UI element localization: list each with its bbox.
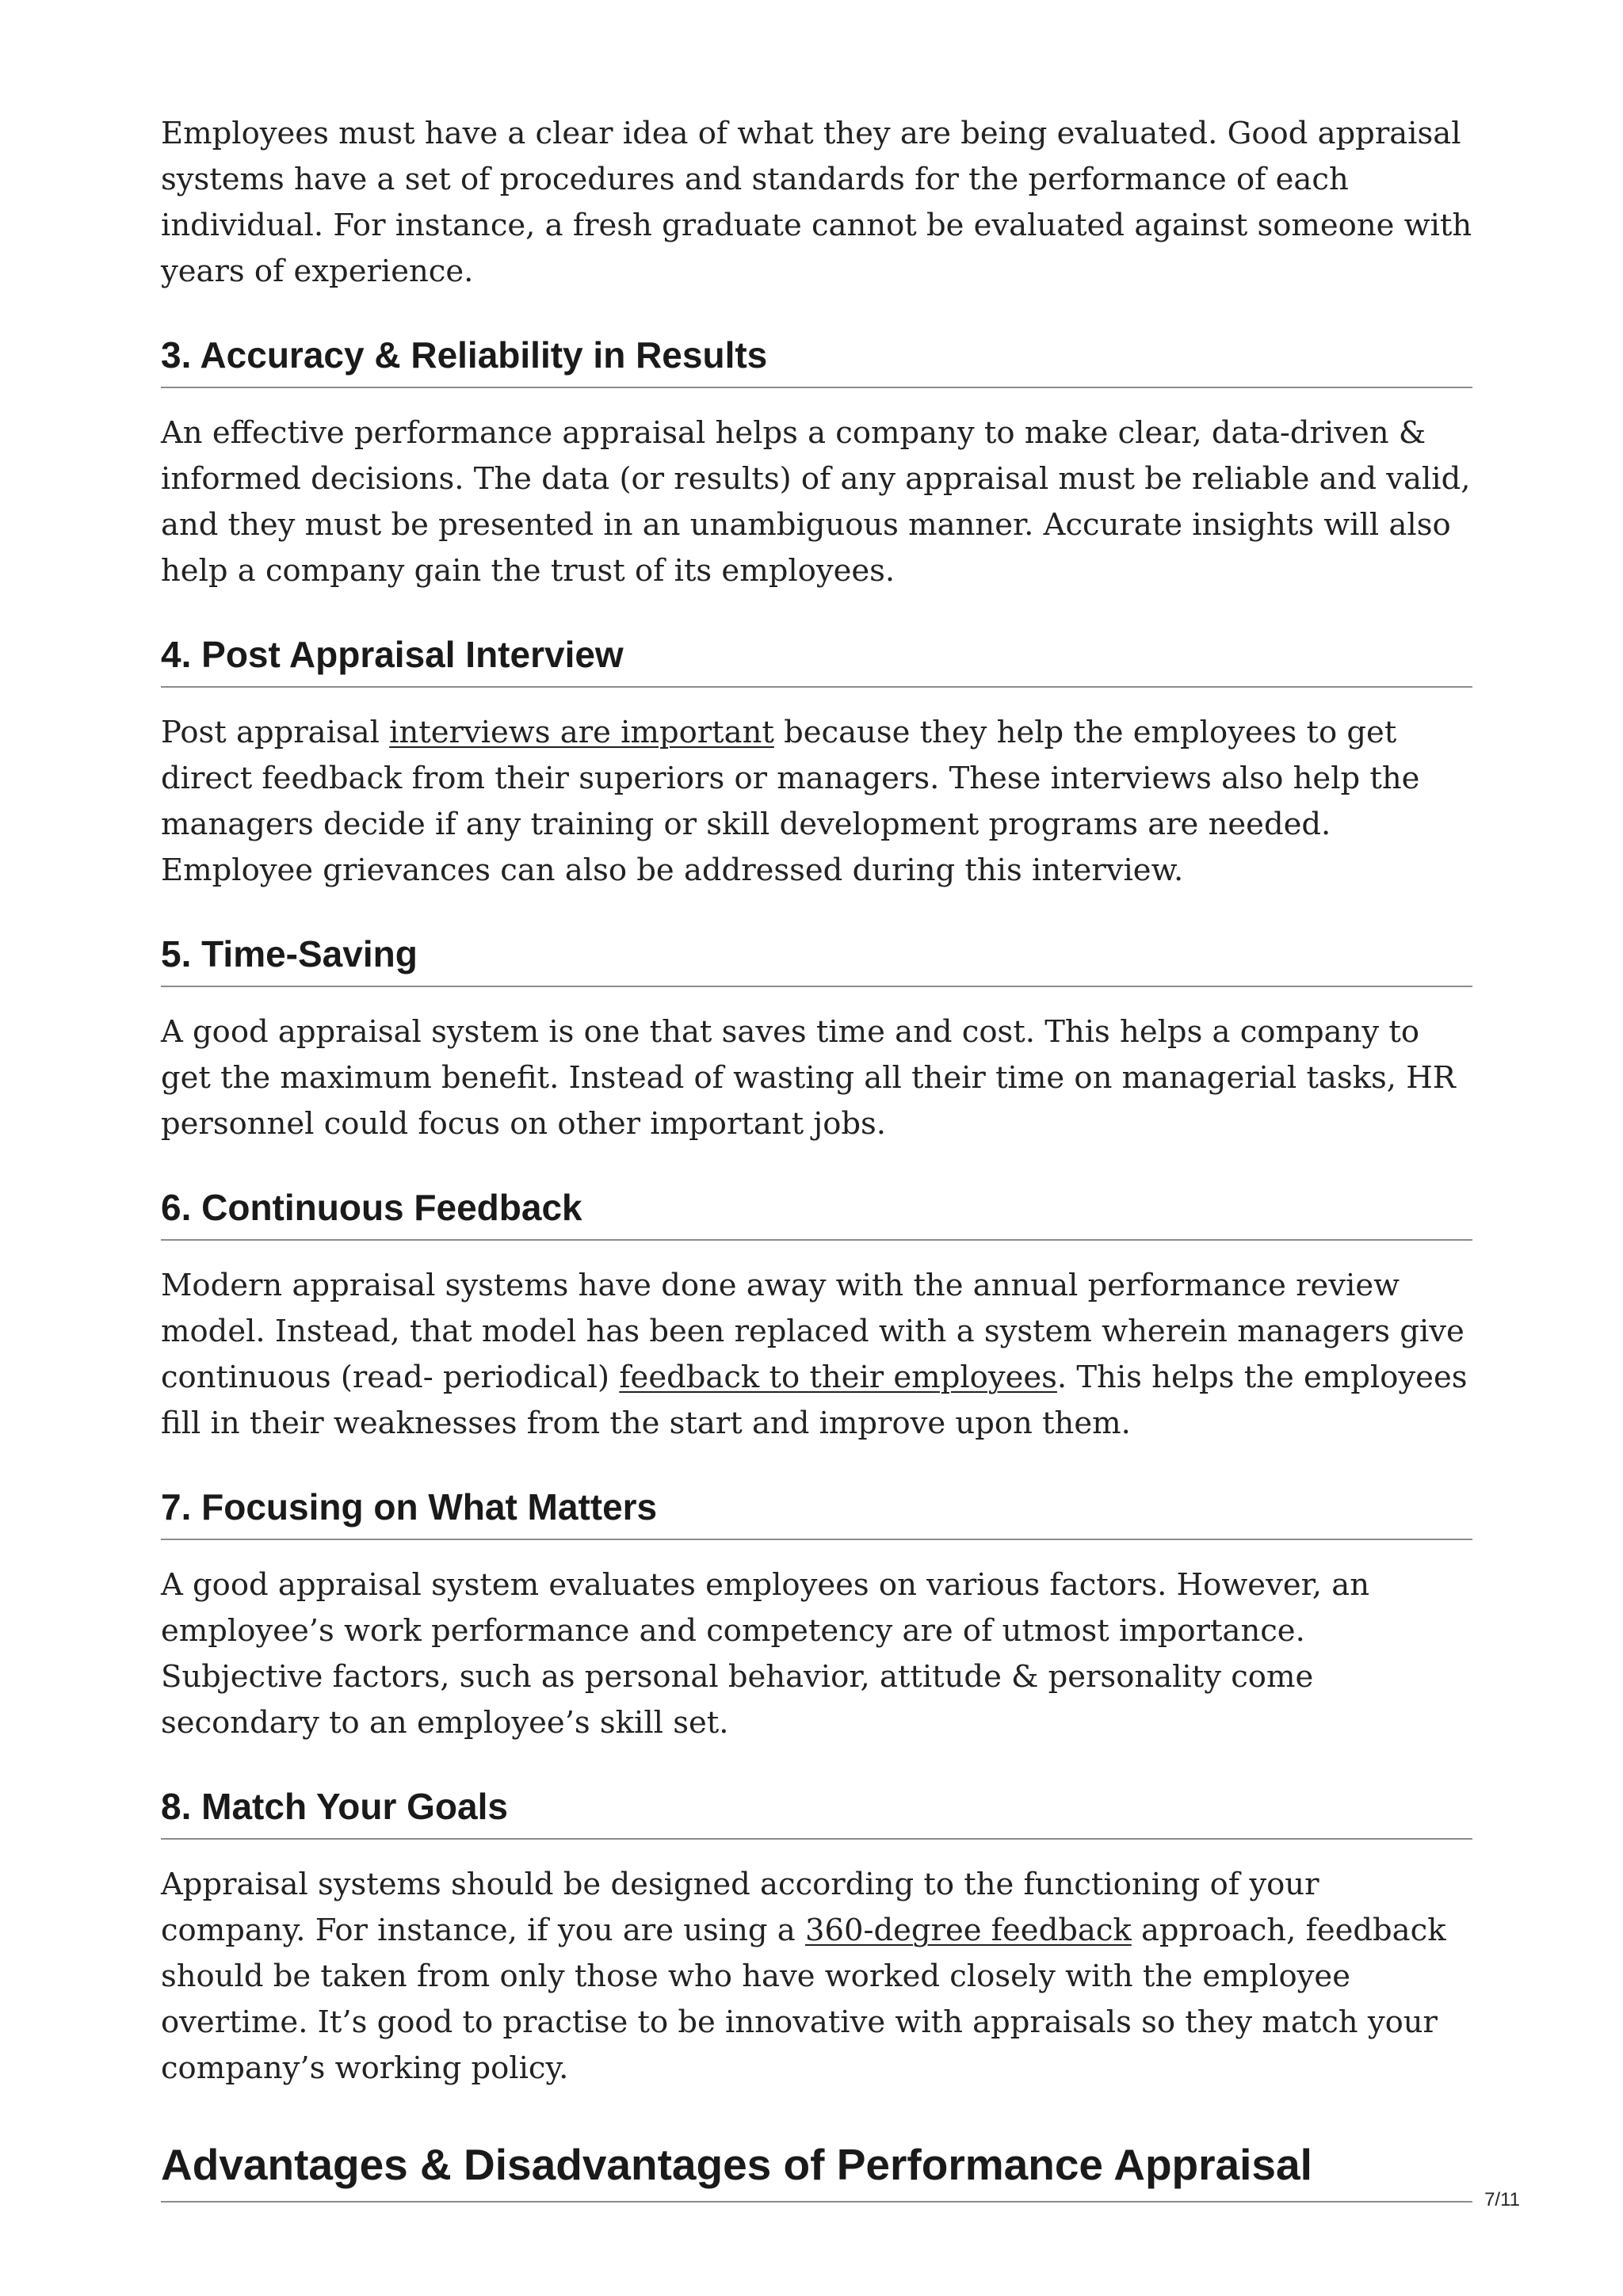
interviews-are-important-link[interactable]: interviews are important <box>389 715 774 750</box>
paragraph-text: . This helps the employees fill in their weaknesses from the start and improve upon them. <box>161 1360 1468 1441</box>
paragraph-text: Modern appraisal systems have done away with the annual performance review model. Instead, that model has been replaced with a system wherein managers give continuous (read- periodical) <box>161 1268 1465 1395</box>
paragraph-post-appraisal-interview <box>161 710 1472 894</box>
paragraph-text: because they help the employees to get direct feedback from their superiors or managers. These interviews also help the managers decide if any training or skill development programs are needed. Employee grievances can also be addressed during this interview. <box>161 715 1420 888</box>
heading-post-appraisal-interview: 4. Post Appraisal Interview <box>161 632 1472 688</box>
360-degree-feedback-link[interactable]: 360-degree feedback <box>804 1913 1132 1948</box>
heading-match-your-goals: 8. Match Your Goals <box>161 1784 1472 1840</box>
document-page <box>161 111 1472 2203</box>
heading-time-saving: 5. Time-Saving <box>161 932 1472 987</box>
paragraph-text: Appraisal systems should be designed according to the functioning of your company. For instance, if you are using a <box>161 1867 1319 1948</box>
heading-accuracy-reliability: 3. Accuracy & Reliability in Results <box>161 333 1472 388</box>
paragraph-match-your-goals <box>161 1862 1472 2092</box>
feedback-to-their-employees-link[interactable]: feedback to their employees <box>619 1360 1057 1395</box>
paragraph-accuracy-reliability: An effective performance appraisal helps a company to make clear, data-driven & informed decisions. The data (or results) of any appraisal must be reliable and valid, and they must be presented in an unambiguous manner. Accurate insights will also help a company gain the trust of its employees. <box>161 415 1471 589</box>
heading-continuous-feedback: 6. Continuous Feedback <box>161 1185 1472 1241</box>
page-number: 7/11 <box>1484 2189 1520 2210</box>
heading-focusing-on-what-matters: 7. Focusing on What Matters <box>161 1485 1472 1540</box>
paragraph-focusing-on-what-matters: A good appraisal system evaluates employees on various factors. However, an employee’s work performance and competency are of utmost importance. Subjective factors, such as personal behavior, attitude & personality come secondary to an employee’s skill set. <box>161 1567 1369 1741</box>
paragraph-text: Post appraisal <box>161 715 390 750</box>
intro-paragraph: Employees must have a clear idea of what they are being evaluated. Good appraisal systems have a set of procedures and standards for the performance of each individual. For instance, a fresh graduate cannot be evaluated against someone with years of experience. <box>161 116 1472 289</box>
paragraph-time-saving: A good appraisal system is one that saves time and cost. This helps a company to get the maximum benefit. Instead of wasting all their time on managerial tasks, HR personnel could focus on other important jobs. <box>161 1014 1456 1142</box>
paragraph-continuous-feedback <box>161 1263 1472 1447</box>
paragraph-text: approach, feedback should be taken from only those who have worked closely with the employee overtime. It’s good to practise to be innovative with appraisals so they match your company’s working policy. <box>161 1913 1446 2086</box>
section-heading-advantages-disadvantages: Advantages & Disadvantages of Performance Appraisal <box>161 2138 1472 2203</box>
